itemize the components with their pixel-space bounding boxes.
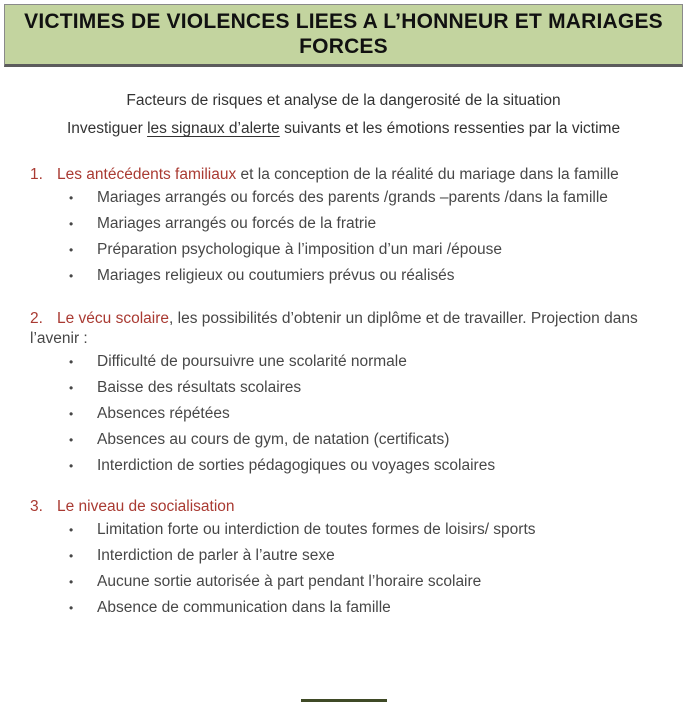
intro-line-2-underlined: les signaux d’alerte	[147, 120, 280, 137]
list-item	[0, 543, 687, 569]
bullet-text: Mariages arrangés ou forcés de la fratrie	[97, 215, 377, 232]
bullet-icon: •	[69, 549, 74, 563]
list-item	[0, 453, 687, 479]
section-2-number: 2.	[30, 310, 43, 327]
list-item	[0, 237, 687, 263]
list-item	[0, 263, 687, 289]
section-1-heading	[0, 165, 687, 185]
section-2-heading	[0, 309, 687, 349]
bullet-text: Aucune sortie autorisée à part pendant l’horaire scolaire	[97, 573, 482, 590]
bullet-icon: •	[69, 191, 74, 205]
bullet-icon: •	[69, 459, 74, 473]
list-item	[0, 517, 687, 543]
bullet-icon: •	[69, 433, 74, 447]
page-title-line-2: FORCES	[299, 35, 388, 58]
bullet-text: Absences répétées	[97, 405, 230, 422]
list-item	[0, 427, 687, 453]
section-1-title: Les antécédents familiaux	[57, 166, 237, 183]
bullet-text: Interdiction de parler à l’autre sexe	[97, 547, 335, 564]
section-3-number: 3.	[30, 498, 43, 515]
page-title-line-1: VICTIMES DE VIOLENCES LIEES A L’HONNEUR ET MARIAGES	[24, 10, 663, 33]
bullet-icon: •	[69, 243, 74, 257]
bullet-text: Baisse des résultats scolaires	[97, 379, 302, 396]
bullet-icon: •	[69, 355, 74, 369]
intro-line-2-suffix: suivants et les émotions ressenties par la victime	[279, 120, 621, 137]
section-1-bullet-list	[0, 185, 687, 289]
intro-line-2-prefix: Investiguer	[66, 120, 148, 137]
section-1-title-rest: et la conception de la réalité du mariage dans la famille	[236, 166, 619, 183]
section-1-number: 1.	[30, 166, 43, 183]
bullet-text: Difficulté de poursuivre une scolarité normale	[97, 353, 407, 370]
bullet-text: Mariages religieux ou coutumiers prévus ou réalisés	[97, 267, 455, 284]
list-item	[0, 375, 687, 401]
list-item	[0, 185, 687, 211]
bullet-text: Limitation forte ou interdiction de toutes formes de loisirs/ sports	[97, 521, 536, 538]
section-2-title: Le vécu scolaire	[57, 310, 170, 327]
intro-block	[0, 87, 687, 143]
bullet-icon: •	[69, 575, 74, 589]
list-item	[0, 401, 687, 427]
bullet-text: Absences au cours de gym, de natation (certificats)	[97, 431, 450, 448]
section-3-bullet-list	[0, 517, 687, 621]
intro-line-1: Facteurs de risques et analyse de la dangerosité de la situation	[126, 92, 561, 109]
page	[0, 4, 687, 621]
section-3-heading	[0, 497, 687, 517]
list-item	[0, 211, 687, 237]
list-item	[0, 595, 687, 621]
bullet-icon: •	[69, 523, 74, 537]
bullet-icon: •	[69, 601, 74, 615]
bullet-text: Interdiction de sorties pédagogiques ou voyages scolaires	[97, 457, 496, 474]
bullet-icon: •	[69, 381, 74, 395]
title-banner	[4, 4, 683, 67]
section-2-bullet-list	[0, 349, 687, 479]
bullet-icon: •	[69, 269, 74, 283]
intro-line-2	[0, 115, 687, 143]
list-item	[0, 569, 687, 595]
list-item	[0, 349, 687, 375]
section-3-title: Le niveau de socialisation	[57, 498, 235, 515]
section-2-title-rest: , les possibilités d’obtenir un diplôme et de travailler. Projection dans l’avenir :	[30, 310, 638, 347]
bullet-icon: •	[69, 217, 74, 231]
bullet-text: Préparation psychologique à l’imposition d’un mari /épouse	[97, 241, 502, 258]
bullet-icon: •	[69, 407, 74, 421]
bullet-text: Absence de communication dans la famille	[97, 599, 391, 616]
bullet-text: Mariages arrangés ou forcés des parents /grands –parents /dans la famille	[97, 189, 608, 206]
